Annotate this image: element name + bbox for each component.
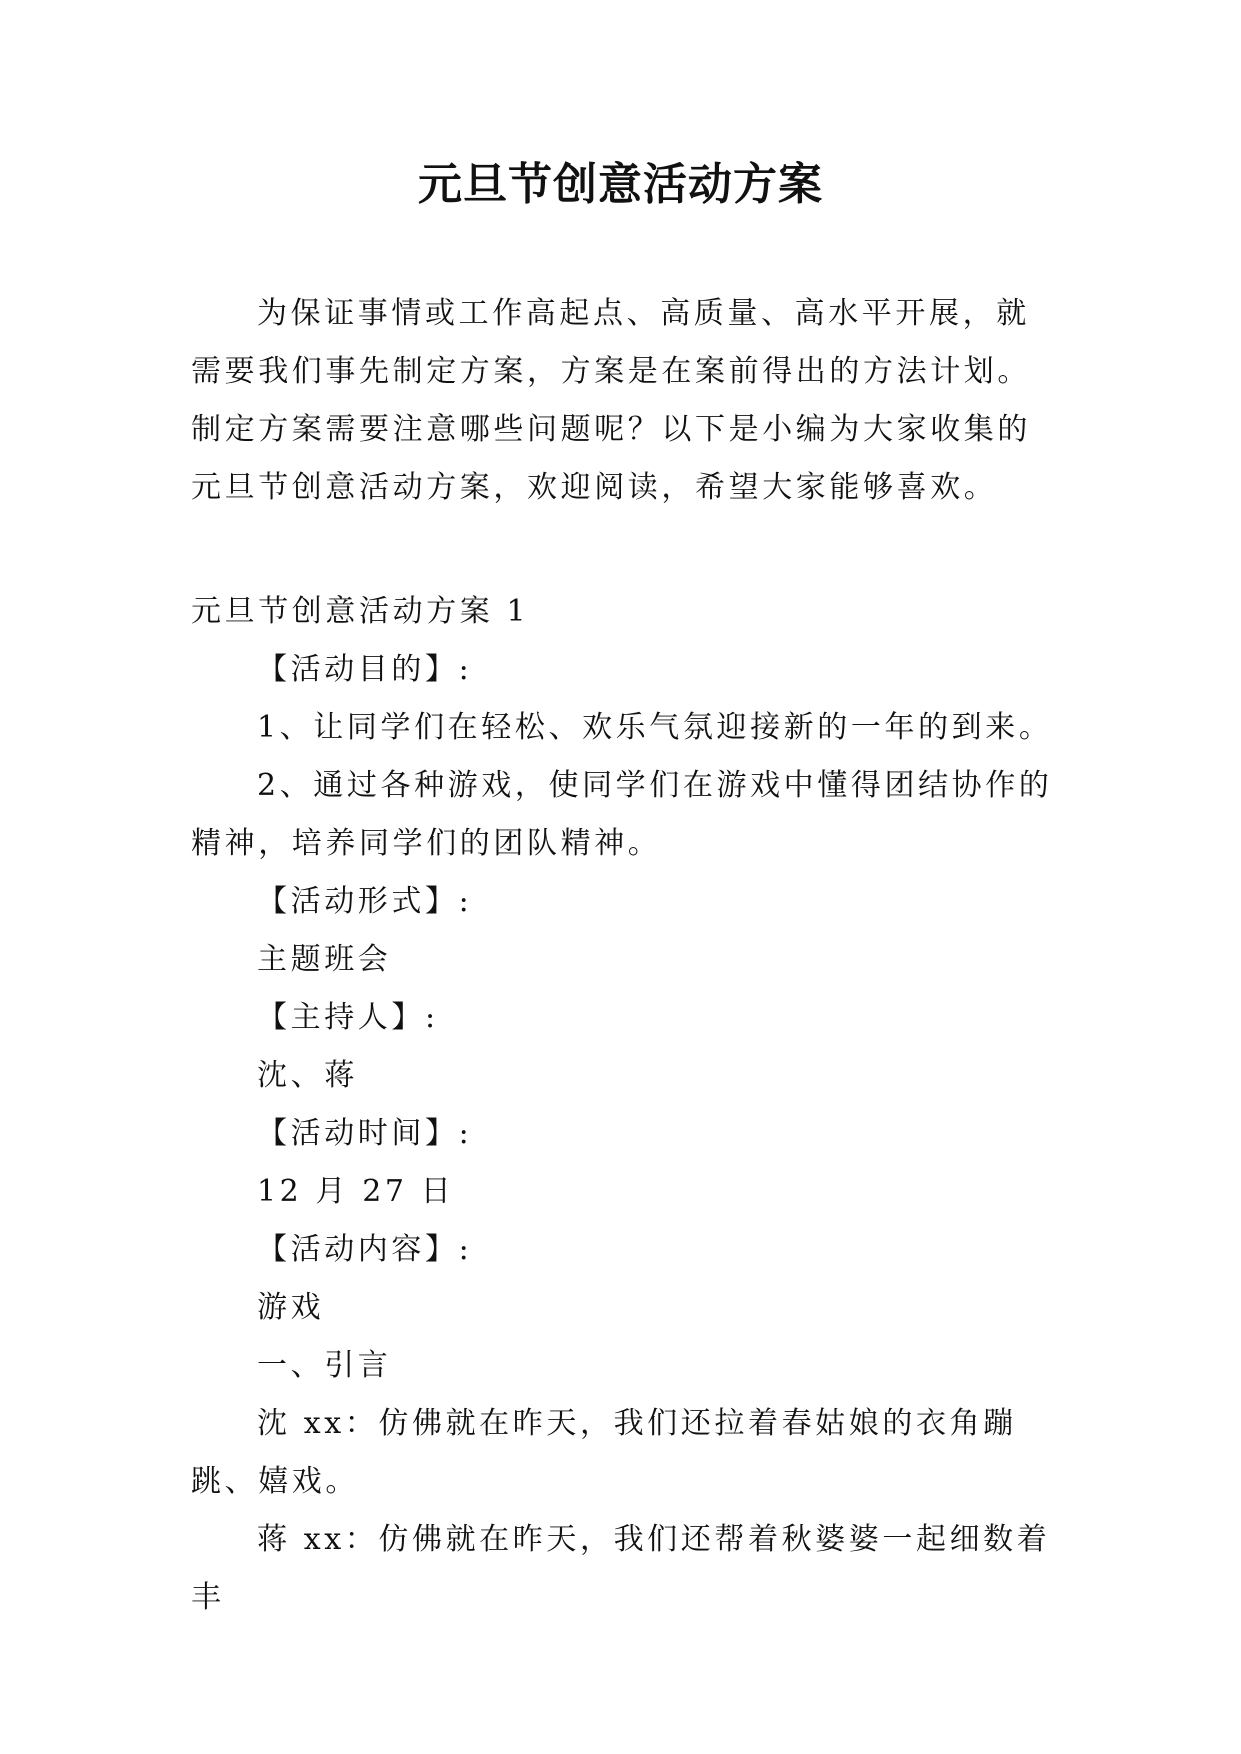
heading-host: 【主持人】: [257, 1000, 439, 1035]
document-title: 元旦节创意活动方案 [418, 159, 823, 210]
intro-paragraph: 为保证事情或工作高起点、高质量、高水平开展，就需要我们事先制定方案，方案是在案前得出的方法计划。制定方案需要注意哪些问题呢？以下是小编为大家收集的元旦节创意活动方案，欢迎阅读，希望大家能够喜欢。 [191, 296, 1031, 505]
content-value: 游戏 [257, 1290, 325, 1325]
heading-content: 【活动内容】: [257, 1232, 473, 1267]
purpose-item-1: 1、让同学们在轻松、欢乐气氛迎接新的一年的到来。 [257, 710, 1053, 745]
form-value: 主题班会 [257, 942, 392, 977]
host-value: 沈、蒋 [257, 1058, 358, 1093]
document-body [191, 583, 1063, 1627]
time-value: 12 月 27 日 [257, 1174, 455, 1209]
heading-time: 【活动时间】: [257, 1116, 473, 1151]
heading-form: 【活动形式】: [257, 884, 473, 919]
purpose-item-2: 2、通过各种游戏，使同学们在游戏中懂得团结协作的精神，培养同学们的团队精神。 [191, 768, 1053, 861]
section-title: 元旦节创意活动方案 1 [191, 594, 530, 629]
section-intro-heading: 一、引言 [257, 1348, 392, 1383]
heading-purpose: 【活动目的】: [257, 652, 473, 687]
dialogue-line-2: 蒋 xx：仿佛就在昨天，我们还帮着秋婆婆一起细数着丰 [191, 1522, 1051, 1615]
dialogue-line-1: 沈 xx：仿佛就在昨天，我们还拉着春姑娘的衣角蹦跳、嬉戏。 [191, 1406, 1017, 1499]
